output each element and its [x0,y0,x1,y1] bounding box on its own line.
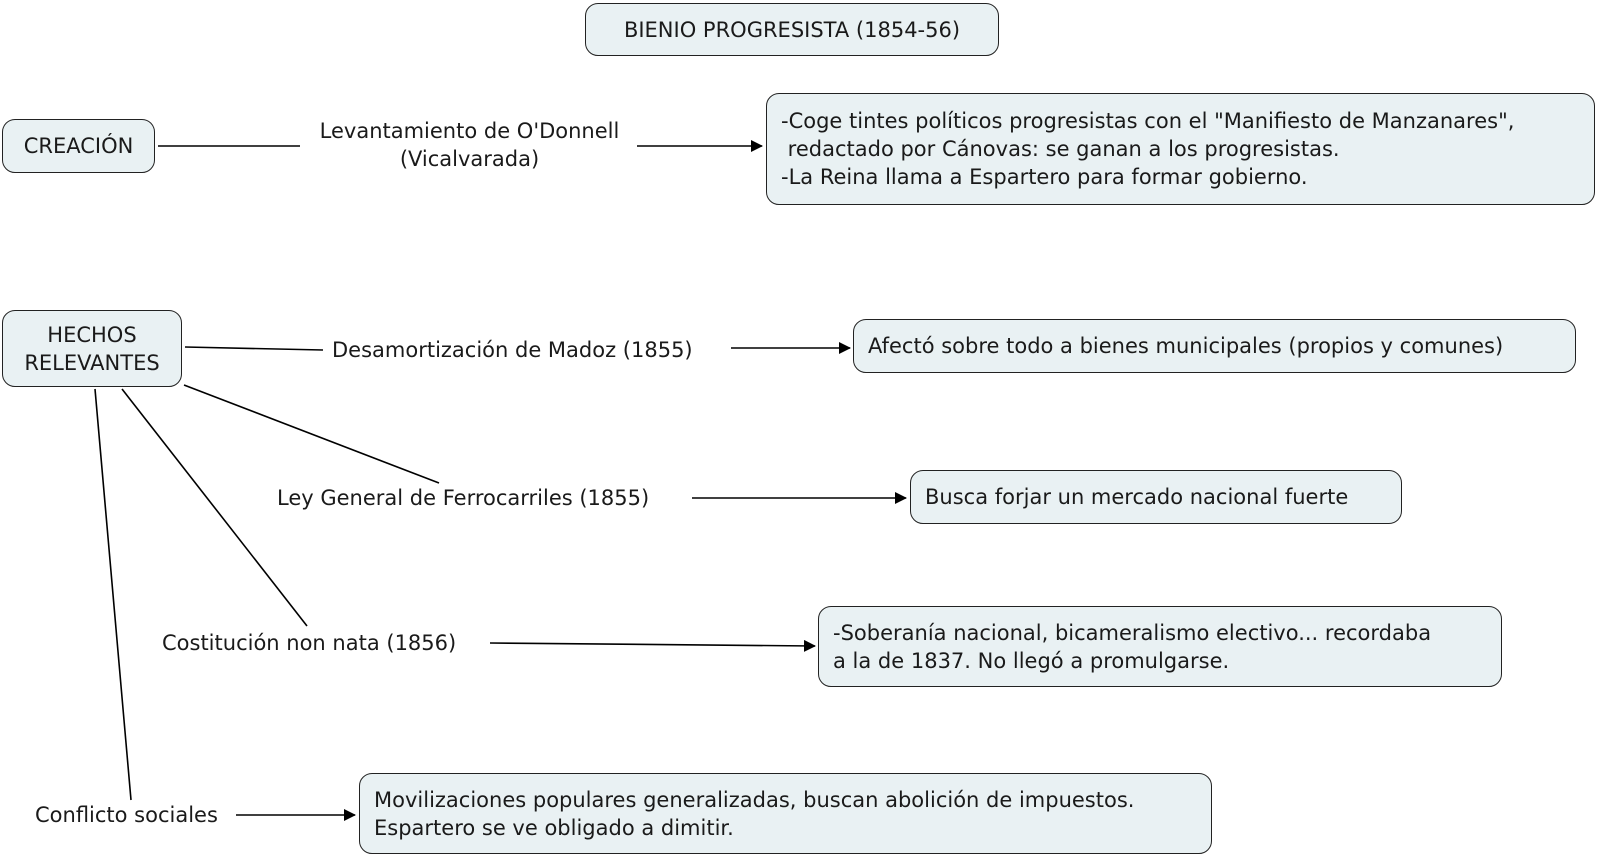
hechos-line-2: RELEVANTES [24,350,160,375]
creacion-detail-line-3: -La Reina llama a Espartero para formar gobierno. [781,165,1308,189]
connector-hechos-to-conflicto [95,389,131,800]
conflicto-detail-line-1: Movilizaciones populares generalizadas, buscan abolición de impuestos. [374,787,1135,812]
creacion-text: CREACIÓN [23,134,134,158]
constitucion-detail-node [818,606,1502,687]
connector-hechos-to-desamortizacion [185,347,323,350]
constitucion-detail-line-2: a la de 1837. No llegó a promulgarse. [833,648,1230,673]
levantamiento-line-1: Levantamiento de O'Donnell [319,119,620,143]
desamortizacion-detail-text: Afectó sobre todo a bienes municipales (propios y comunes) [868,334,1504,358]
hechos-node [2,310,182,387]
hechos-line-1: HECHOS [47,322,137,347]
levantamiento-label [302,117,637,173]
desamortizacion-detail-node [853,319,1576,373]
creacion-detail-line-1: -Coge tintes políticos progresistas con el "Manifiesto de Manzanares", [781,109,1515,133]
conflicto-detail-line-2: Espartero se ve obligado a dimitir. [374,815,734,840]
creacion-detail-node [766,93,1595,205]
arrow-constitucion-to-detail [490,643,815,646]
conflicto-label: Conflicto sociales [35,803,218,827]
creacion-detail-line-2: redactado por Cánovas: se ganan a los progresistas. [781,137,1340,161]
creacion-node [2,119,155,173]
levantamiento-line-2: (Vicalvarada) [399,147,540,171]
constitucion-label: Costitución non nata (1856) [162,631,457,655]
title-node [585,3,999,56]
conflicto-detail-node [359,773,1212,854]
desamortizacion-label: Desamortización de Madoz (1855) [332,338,693,362]
ferrocarriles-detail-text: Busca forjar un mercado nacional fuerte [925,485,1349,509]
ferrocarriles-detail-node [910,470,1402,524]
ferrocarriles-label: Ley General de Ferrocarriles (1855) [277,486,650,510]
constitucion-detail-line-1: -Soberanía nacional, bicameralismo electivo... recordaba [833,620,1432,645]
title-text: BIENIO PROGRESISTA (1854-56) [623,17,961,42]
connector-hechos-to-ferrocarriles [184,385,439,483]
